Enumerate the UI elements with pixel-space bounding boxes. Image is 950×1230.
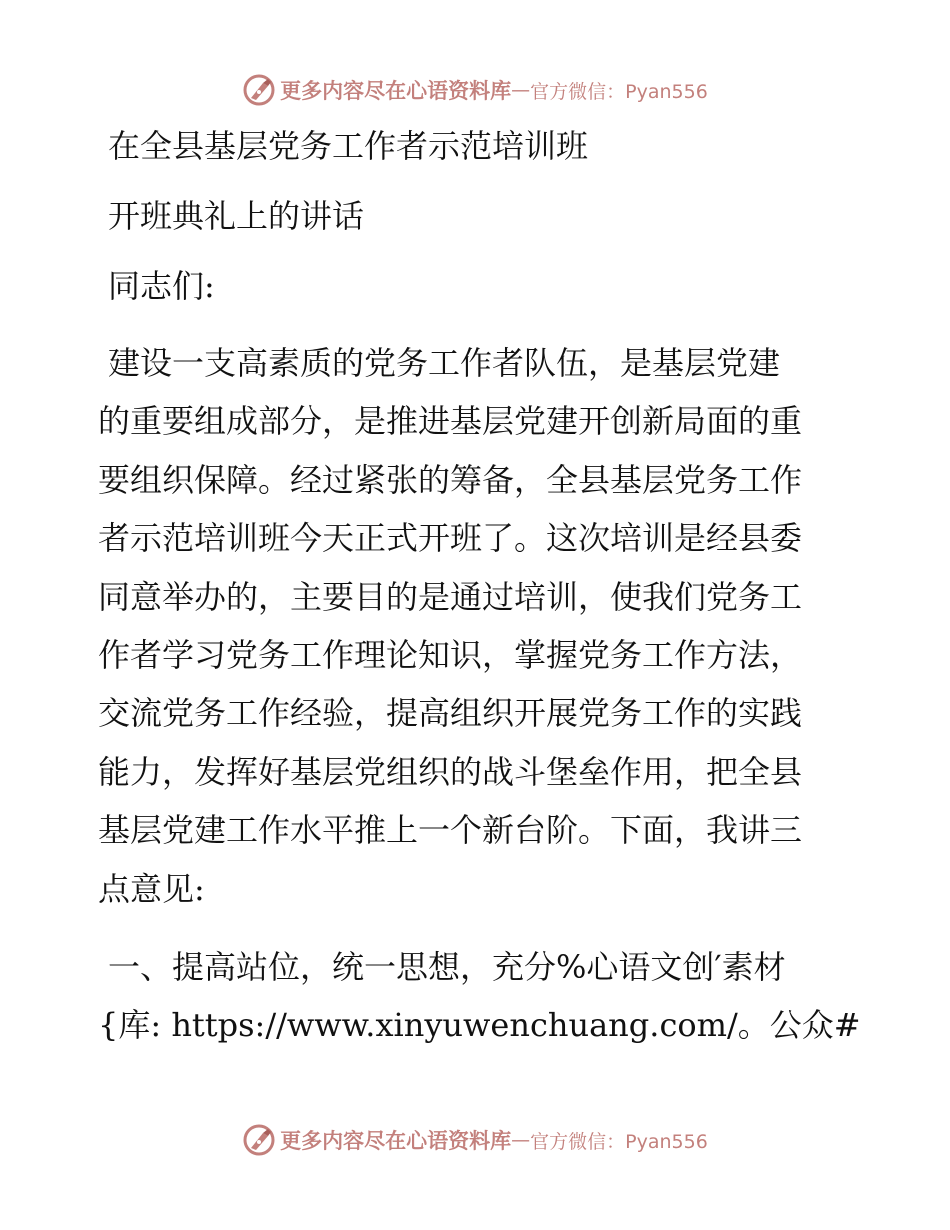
title-line-1: 在全县基层党务工作者示范培训班 [108,127,589,165]
banner-main-text: 更多内容尽在心语资料库 [280,1128,512,1153]
paragraph-line: 点意见: [98,869,205,908]
banner-sub-text: 官方微信：Pyan556 [530,80,708,103]
section-heading [98,938,861,1054]
paragraph-line: 交流党务工作经验，提高组织开展党务工作的实践 [98,694,803,733]
header-watermark-banner [0,70,950,110]
pen-nib-logo-icon [242,1123,276,1157]
banner-dash: — [511,1129,531,1151]
pen-nib-logo-icon [242,73,276,107]
paragraph-line: 同意举办的，主要目的是通过培训，使我们党务工 [98,577,803,616]
section-line: {库: https://www.xinyuwenchuang.com/。公众# [98,1006,861,1045]
paragraph-line: 要组织保障。经过紧张的筹备，全县基层党务工作 [98,460,803,499]
paragraph-line: 建设一支高素质的党务工作者队伍，是基层党建 [108,344,781,382]
banner-dash: — [511,79,531,101]
paragraph-line: 者示范培训班今天正式开班了。这次培训是经县委 [98,519,803,558]
footer-watermark-banner [0,1120,950,1160]
main-paragraph [98,334,850,918]
paragraph-line: 作者学习党务工作理论知识，掌握党务工作方法， [98,636,803,675]
paragraph-line: 能力，发挥好基层党组织的战斗堡垒作用，把全县 [98,752,803,791]
section-line: 一、提高站位，统一思想，充分%心语文创′素材 [108,948,786,987]
title-line-2: 开班典礼上的讲话 [108,197,365,235]
paragraph-line: 基层党建工作水平推上一个新台阶。下面，我讲三 [98,811,803,850]
salutation: 同志们: [108,267,215,305]
paragraph-line: 的重要组成部分，是推进基层党建开创新局面的重 [98,402,803,441]
banner-main-text: 更多内容尽在心语资料库 [280,78,512,103]
banner-sub-text: 官方微信：Pyan556 [530,1130,708,1153]
document-body [98,124,861,1054]
